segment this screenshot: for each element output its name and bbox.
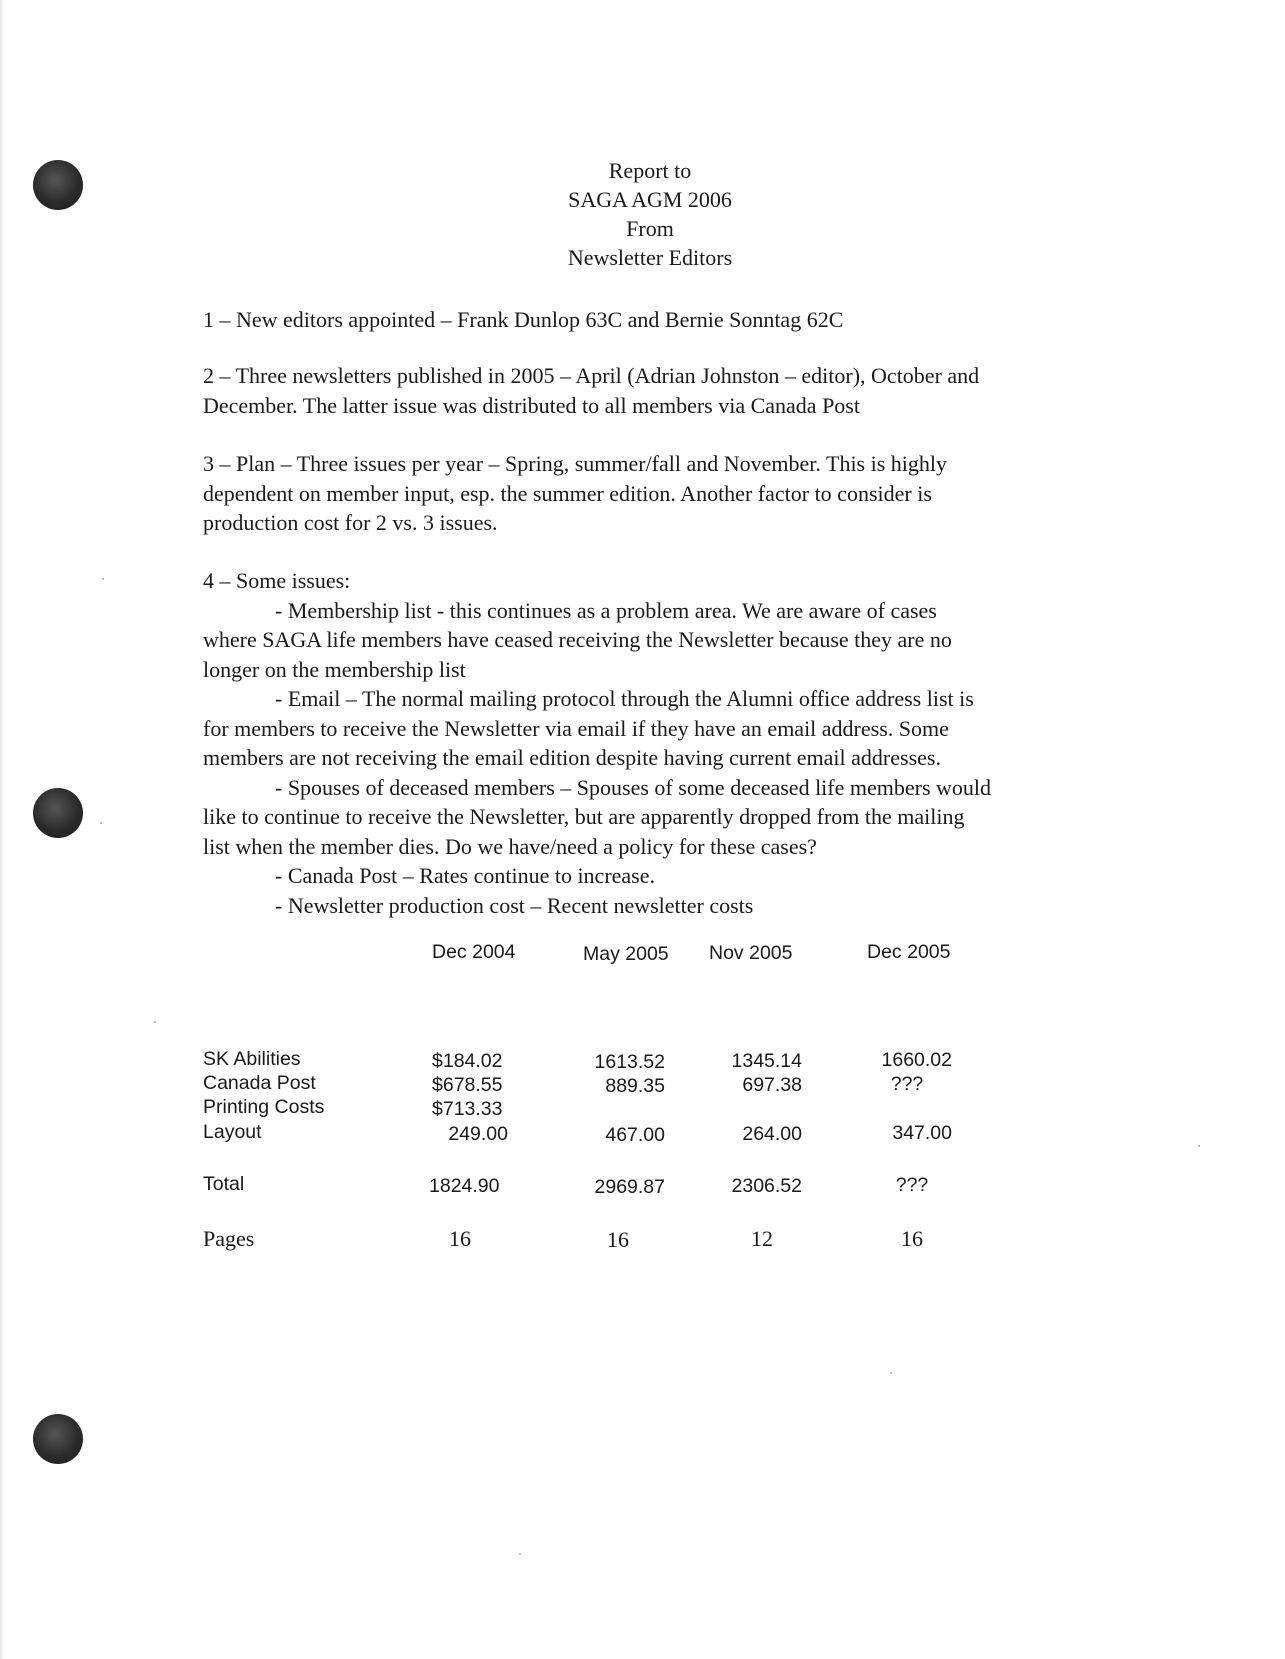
table-cell: 2969.87 (594, 1176, 665, 1198)
punch-hole-top (33, 160, 83, 210)
item-3-line: production cost for 2 vs. 3 issues. (203, 510, 498, 535)
item-2-newsletters-published (203, 361, 1103, 420)
pages-value: 16 (449, 1226, 471, 1251)
title-line-2: SAGA AGM 2006 (568, 187, 732, 212)
scan-speck (154, 1021, 156, 1023)
spouses-issue-line: - Spouses of deceased members – Spouses of some deceased life members would (275, 774, 992, 800)
row-label: Layout (203, 1121, 262, 1143)
punch-hole-middle (33, 788, 83, 838)
table-cell: 1660.02 (881, 1049, 952, 1071)
scan-speck (519, 1553, 521, 1555)
table-cell: 467.00 (605, 1124, 665, 1146)
row-label: SK Abilities (203, 1048, 301, 1070)
item-4-heading: 4 – Some issues: (203, 568, 351, 593)
table-cell: 697.38 (742, 1074, 802, 1096)
item-3-plan (203, 449, 1103, 538)
table-cell: $713.33 (432, 1098, 503, 1120)
row-label: Canada Post (203, 1072, 316, 1094)
membership-issue-line: where SAGA life members have ceased receiving the Newsletter because they are no (203, 627, 952, 652)
column-header: May 2005 (583, 943, 669, 965)
scan-speck (1198, 1145, 1200, 1147)
email-issue-line: members are not receiving the email edition despite having current email addresses. (203, 745, 941, 770)
column-header: Nov 2005 (709, 942, 793, 964)
email-issue-line: - Email – The normal mailing protocol through the Alumni office address list is (275, 686, 974, 711)
item-2-line: December. The latter issue was distributed to all members via Canada Post (203, 392, 860, 418)
pages-value: 16 (607, 1227, 629, 1252)
scan-speck (100, 822, 102, 824)
title-line-4: Newsletter Editors (567, 245, 733, 270)
membership-issue-line: longer on the membership list (203, 656, 466, 682)
pages-label: Pages (203, 1226, 255, 1251)
table-cell: 347.00 (892, 1122, 952, 1144)
production-cost-issue-line: - Newsletter production cost – Recent newsletter costs (275, 892, 754, 918)
title-line-1: Report to (608, 158, 692, 183)
item-4-some-issues (203, 566, 1103, 920)
item-1-new-editors (203, 305, 1103, 335)
report-title (450, 156, 850, 272)
table-cell: 264.00 (742, 1123, 802, 1145)
email-issue-line: for members to receive the Newsletter via email if they have an email address. Some (203, 715, 949, 741)
table-cell: 1345.14 (731, 1050, 802, 1072)
table-cell: ??? (895, 1174, 929, 1196)
page-edge-shadow (0, 0, 4, 1659)
item-2-line: 2 – Three newsletters published in 2005 – April (Adrian Johnston – editor), October and (203, 363, 980, 388)
table-cell: 889.35 (605, 1075, 665, 1097)
table-cell: 1613.52 (594, 1051, 665, 1073)
column-header: Dec 2004 (432, 941, 516, 963)
row-label: Total (203, 1173, 245, 1195)
table-cell: $678.55 (432, 1074, 503, 1096)
pages-value: 16 (901, 1226, 923, 1251)
scan-speck (890, 1372, 892, 1374)
table-cell: ??? (890, 1073, 924, 1095)
pages-value: 12 (751, 1226, 773, 1251)
column-header: Dec 2005 (867, 941, 951, 963)
row-label: Printing Costs (203, 1096, 325, 1118)
item-3-line: dependent on member input, esp. the summer edition. Another factor to consider is (203, 480, 932, 506)
table-cell: $184.02 (432, 1050, 503, 1072)
item-3-line: 3 – Plan – Three issues per year – Spring, summer/fall and November. This is highly (203, 451, 948, 476)
scan-speck (102, 578, 104, 580)
table-cell: 249.00 (448, 1123, 508, 1145)
spouses-issue-line: like to continue to receive the Newsletter, but are apparently dropped from the mailing (203, 804, 965, 829)
table-cell: 1824.90 (429, 1175, 500, 1197)
title-line-3: From (626, 216, 674, 241)
punch-hole-bottom (33, 1414, 83, 1464)
spouses-issue-line: list when the member dies. Do we have/need a policy for these cases? (203, 833, 817, 859)
canada-post-issue-line: - Canada Post – Rates continue to increase. (275, 863, 656, 888)
membership-issue-line: - Membership list - this continues as a problem area. We are aware of cases (275, 597, 937, 623)
item-1-line: 1 – New editors appointed – Frank Dunlop 63C and Bernie Sonntag 62C (203, 307, 844, 332)
table-cell: 2306.52 (731, 1175, 802, 1197)
